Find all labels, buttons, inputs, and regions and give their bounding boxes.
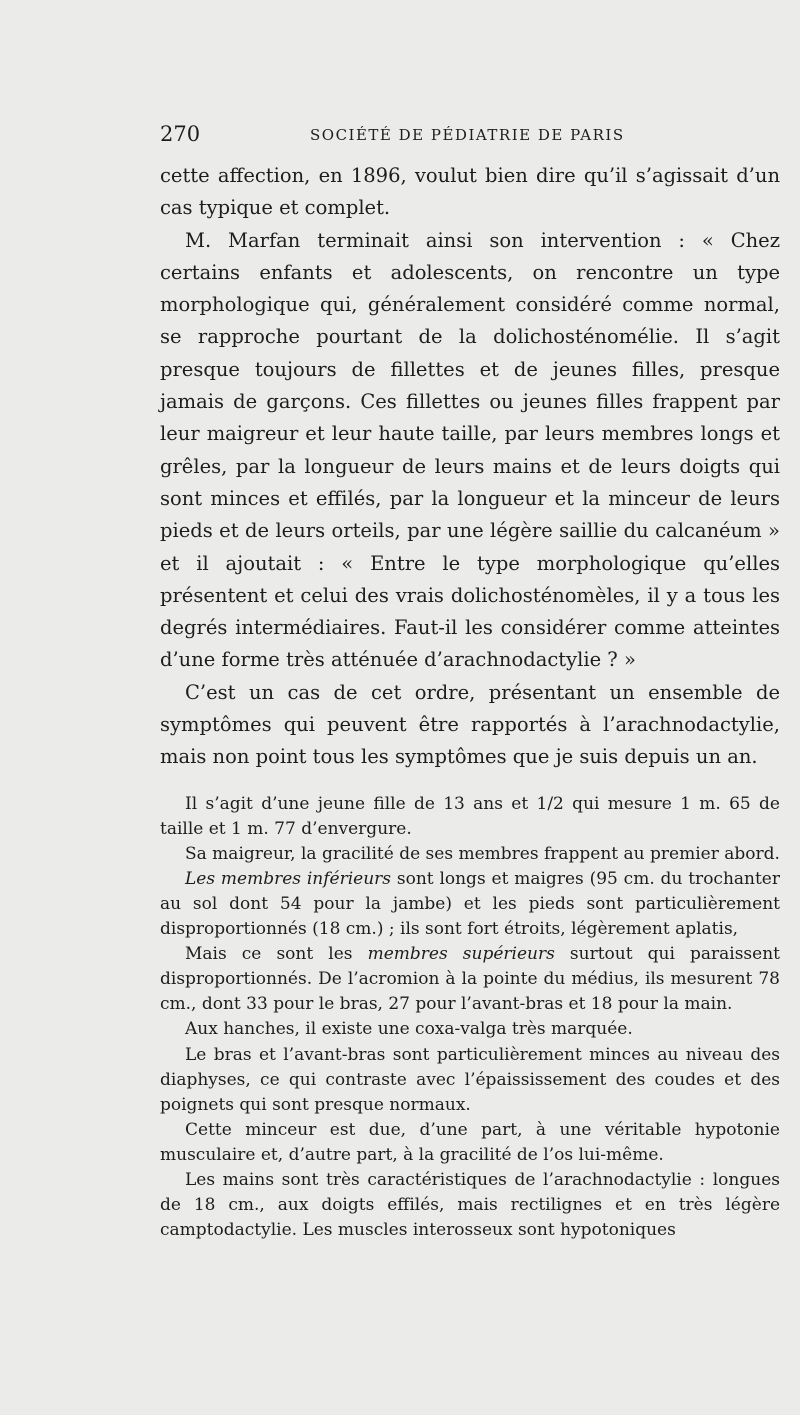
paragraph-case-2: Sa maigreur, la gracilité de ses membres frappent au premier abord.: [185, 843, 780, 864]
paragraph-case-1: Il s’agit d’une jeune fille de 13 ans et 1/2 qui mesure 1 m. 65 de taille et 1 m. 77 d’envergure.: [160, 793, 780, 839]
heading-lower-limbs: Les membres inférieurs: [185, 868, 392, 889]
paragraph-lower-limbs: [160, 867, 780, 942]
paragraph-upper-limbs: [160, 942, 780, 1017]
text-upper-limbs: surtout qui paraissent disproportionnés. De l’acromion à la pointe du médius, ils mesurent 78 cm., dont 33 pour le bras, 27 pour l’avant-bras et 18 pour la main.: [160, 944, 780, 1015]
paragraph-hips: Aux hanches, il existe une coxa-valga très marquée.: [185, 1019, 633, 1040]
paragraph-marfan-quote: M. Marfan terminait ainsi son intervention : « Chez certains enfants et adolescents, on rencontre un type morphologique qui, généralement considéré comme normal, se rapproche pourtant de la dolichosténomélie. Il s’agit presque toujours de fillettes et de jeunes filles, presque jamais de garçons. Ces fillettes ou jeunes filles frappent par leur maigreur et leur haute taille, par leurs membres longs et grêles, par la longueur de leurs mains et de leurs doigts qui sont minces et effilés, par la longueur et la minceur de leurs pieds et de leurs orteils, par une légère saillie du calcanéum » et il ajoutait : « Entre le type morphologique qu’elles présentent et celui des vrais dolichosténomèles, il y a tous les degrés intermédiaires. Faut-il les considérer comme atteintes d’une forme très atténuée d’arachnodactylie ? »: [160, 228, 780, 672]
intro-section: [160, 160, 780, 774]
paragraph-intro-1: cette affection, en 1896, voulut bien dire qu’il s’agissait d’un cas typique et complet.: [160, 164, 780, 220]
paragraph-hands: Les mains sont très caractéristiques de l’arachnodactylie : longues de 18 cm., aux doigts effilés, mais rectilignes et en très légère camptodactylie. Les muscles interosseux sont hypotoniques: [160, 1170, 780, 1241]
page-number: 270: [160, 122, 201, 146]
heading-upper-limbs: membres supérieurs: [367, 944, 555, 965]
case-description: [160, 792, 780, 1244]
running-title: SOCIÉTÉ DE PÉDIATRIE DE PARIS: [310, 126, 625, 144]
text-lower-limbs: sont longs et maigres (95 cm. du trochanter au sol dont 54 pour la jambe) et les pieds sont particulièrement disproportionnés (18 cm.) ; ils sont fort étroits, légèrement aplatis,: [160, 868, 780, 940]
paragraph-thinness: Cette minceur est due, d’une part, à une véritable hypotonie musculaire et, d’autre part, à la gracilité de l’os lui-même.: [160, 1119, 780, 1165]
text-upper-limbs-start: Mais ce sont les: [185, 944, 368, 965]
page-header: [160, 122, 780, 152]
paragraph-case-intro: C’est un cas de cet ordre, présentant un ensemble de symptômes qui peuvent être rapportés à l’arachnodactylie, mais non point tous les symptômes que je suis depuis un an.: [160, 680, 780, 769]
page-body: [160, 160, 780, 1243]
paragraph-arms: Le bras et l’avant-bras sont particulièrement minces au niveau des diaphyses, ce qui contraste avec l’épaississement des coudes et des poignets qui sont presque normaux.: [160, 1044, 780, 1115]
